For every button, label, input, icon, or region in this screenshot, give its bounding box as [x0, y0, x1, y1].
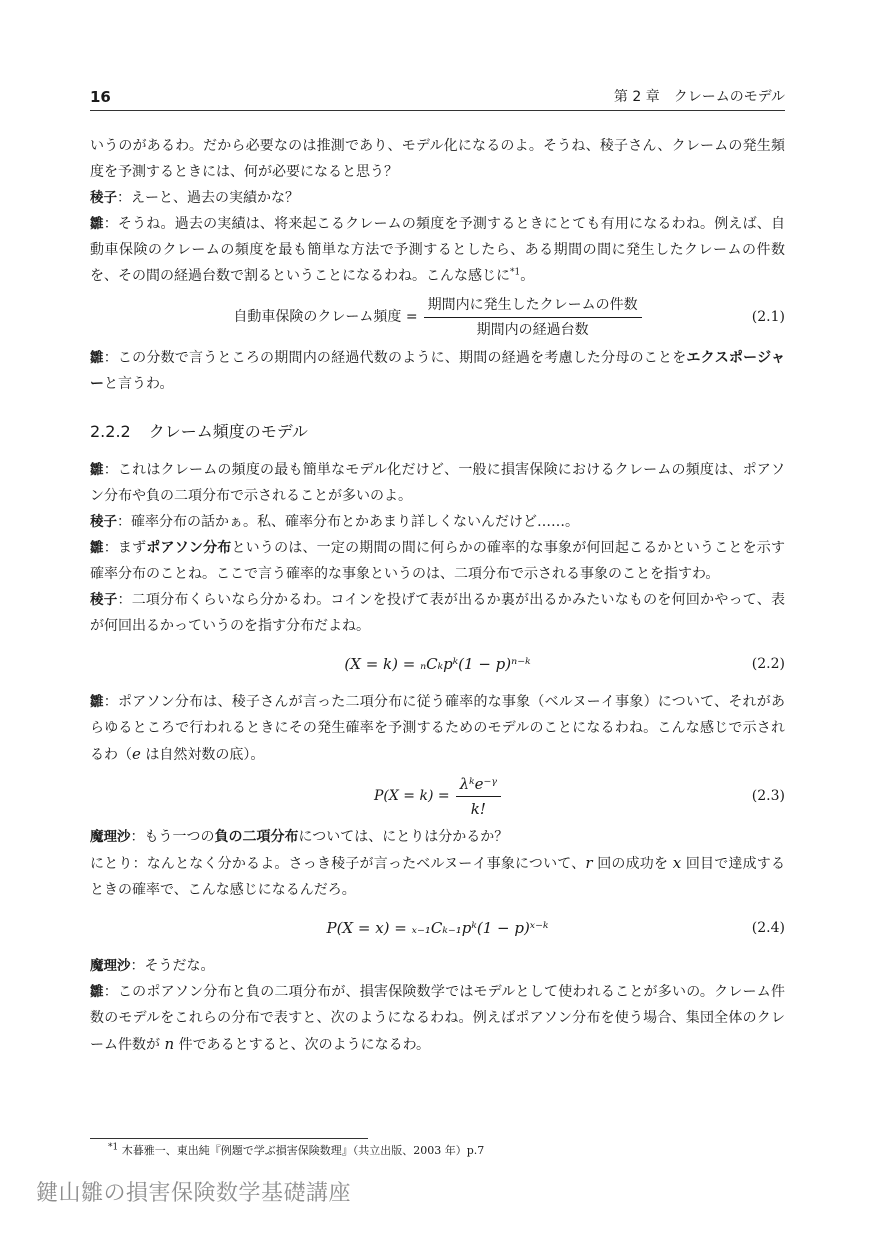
fraction-numerator: 期間内に発生したクレームの件数 — [424, 295, 642, 318]
dialogue-text: ：このポアソン分布と負の二項分布が、損害保険数学ではモデルとして使われることが多いの。クレーム件数のモデルをこれらの分布で表すと、次のようになるわね。例えばポアソン分布を使う場合、集団全体のクレーム件数が — [90, 984, 785, 1053]
equation-number: (2.3) — [751, 788, 785, 804]
dialogue-line — [90, 850, 785, 903]
dialogue-line — [90, 979, 785, 1058]
dialogue-line — [90, 509, 785, 535]
dialogue-line — [90, 345, 785, 397]
equation-formula: P(X = x) = ₓ₋₁Cₖ₋₁pᵏ(1 − p)ˣ⁻ᵏ — [326, 919, 549, 937]
speaker-name: 稜子 — [90, 190, 117, 206]
footnote-marker[interactable]: *1 — [510, 267, 521, 278]
math-symbol: r — [585, 854, 593, 872]
speaker-name: 雛 — [90, 350, 104, 366]
emphasis-term: ポアソン分布 — [146, 540, 232, 556]
dialogue-text: については、にとりは分かるか？ — [298, 829, 509, 845]
running-head: 第 2 章 クレームのモデル — [613, 89, 785, 105]
dialogue-text: 回目で達成するときの確率で、こんな感じになるんだろ。 — [90, 856, 785, 898]
page-number: 16 — [90, 88, 111, 106]
dialogue-line — [90, 457, 785, 509]
dialogue-line — [90, 587, 785, 639]
dialogue-text: ：もう一つの — [130, 829, 215, 845]
dialogue-text-end: は自然対数の底）。 — [140, 747, 265, 763]
equation-2-3 — [90, 774, 785, 818]
dialogue-line — [90, 689, 785, 768]
equation-lhs: P(X = k) = — [373, 788, 450, 804]
dialogue-text: ：この分数で言うところの期間内の経過代数のように、期間の経過を考慮した分母のことを — [103, 350, 687, 366]
dialogue-line — [90, 824, 785, 850]
footnote-divider — [90, 1138, 368, 1139]
dialogue-line — [90, 185, 785, 211]
speaker-name: にとり — [90, 856, 133, 872]
fraction-denominator: k! — [470, 799, 486, 818]
footnote-text: 木暮雅一、東出純『例題で学ぶ損害保険数理』（共立出版、2003 年）p.7 — [121, 1144, 485, 1157]
dialogue-text: ：二項分布くらいなら分かるわ。コインを投げて表が出るか裏が出るかみたいなものを何回かやって、表が何回出るかっていうのを指す分布だよね。 — [90, 592, 785, 634]
paragraph — [90, 133, 785, 185]
dialogue-text: ：そうだな。 — [130, 958, 215, 974]
dialogue-text: 件であるとすると、次のようになるわ。 — [174, 1037, 431, 1053]
equation-2-4 — [90, 911, 785, 945]
section-title: クレーム頻度のモデル — [148, 422, 308, 441]
body-text — [90, 133, 785, 1058]
emphasis-term: エクスポージャー — [90, 350, 785, 392]
fraction-denominator: 期間内の経過台数 — [476, 321, 589, 338]
dialogue-text: ：そうね。過去の実績は、将来起こるクレームの頻度を予測するときにとても有用になるわね。例えば、自動車保険のクレームの頻度を最も簡単な方法で予測するとしたら、ある期間の間に発生したクレームの件数を、その間の経過台数で割るということになるわね。こんな感じに — [90, 216, 786, 284]
fraction — [424, 295, 642, 340]
dialogue-text: というのは、一定の期間の間に何らかの確率的な事象が何回起こるかということを示す確率分布のことね。ここで言う確率的な事象というのは、二項分布で示される事象のことを指すわ。 — [90, 540, 786, 582]
dialogue-text-end: 。 — [520, 268, 535, 284]
dialogue-text-end: と言うわ。 — [104, 376, 174, 392]
equation-number: (2.1) — [751, 309, 785, 325]
dialogue-text: ：これはクレームの頻度の最も簡単なモデル化だけど、一般に損害保険におけるクレームの頻度は、ポアソン分布や負の二項分布で示されることが多いのよ。 — [90, 462, 785, 504]
equation-formula: (X = k) = ₙCₖpᵏ(1 − p)ⁿ⁻ᵏ — [344, 655, 531, 673]
fraction — [456, 774, 501, 819]
math-symbol: n — [164, 1035, 175, 1053]
dialogue-text: ：まず — [103, 540, 147, 556]
paragraph-text: いうのがあるわ。だから必要なのは推測であり、モデル化になるのよ。そうね、稜子さん、クレームの発生頻度を予測するときには、何が必要になると思う？ — [90, 138, 785, 180]
footnote-mark: *1 — [108, 1142, 119, 1153]
dialogue-text: ：ポアソン分布は、稜子さんが言った二項分布に従う確率的な事象（ベルヌーイ事象）について、それがあらゆるところで行われるときにその発生確率を予測するためのモデルのことになるわね。こんな感じで示されるわ（ — [90, 694, 785, 763]
section-heading — [90, 419, 785, 445]
watermark-title: 鍵山雛の損害保険数学基礎講座 — [36, 1181, 352, 1206]
equation-lhs: 自動車保険のクレーム頻度 = — [233, 309, 418, 325]
dialogue-line — [90, 953, 785, 979]
speaker-name: 雛 — [90, 540, 104, 556]
speaker-name: 稜子 — [90, 514, 117, 530]
fraction-numerator: λᵏe⁻ᵞ — [456, 774, 501, 797]
speaker-name: 魔理沙 — [90, 829, 131, 845]
page — [90, 86, 785, 1058]
dialogue-text: 回の成功を — [592, 856, 673, 872]
equation-number: (2.2) — [751, 656, 785, 672]
dialogue-line — [90, 535, 785, 587]
emphasis-term: 負の二項分布 — [214, 829, 299, 845]
equation-2-1 — [90, 295, 785, 339]
footnote — [90, 1142, 484, 1160]
speaker-name: 稜子 — [90, 592, 118, 608]
math-symbol: x — [672, 854, 682, 872]
page-header — [90, 86, 785, 111]
dialogue-text: ：確率分布の話かぁ。私、確率分布とかあまり詳しくないんだけど……。 — [117, 514, 579, 530]
equation-2-2 — [90, 647, 785, 681]
dialogue-text: ：えーと、過去の実績かな？ — [117, 190, 299, 206]
speaker-name: 雛 — [90, 984, 104, 1000]
speaker-name: 雛 — [90, 462, 104, 478]
equation-number: (2.4) — [751, 920, 785, 936]
speaker-name: 魔理沙 — [90, 958, 131, 974]
speaker-name: 雛 — [90, 216, 104, 232]
math-symbol: e — [132, 745, 141, 763]
dialogue-line — [90, 211, 785, 289]
section-number: 2.2.2 — [90, 422, 131, 441]
dialogue-text: ：なんとなく分かるよ。さっき稜子が言ったベルヌーイ事象について、 — [132, 856, 586, 872]
speaker-name: 雛 — [90, 694, 104, 710]
